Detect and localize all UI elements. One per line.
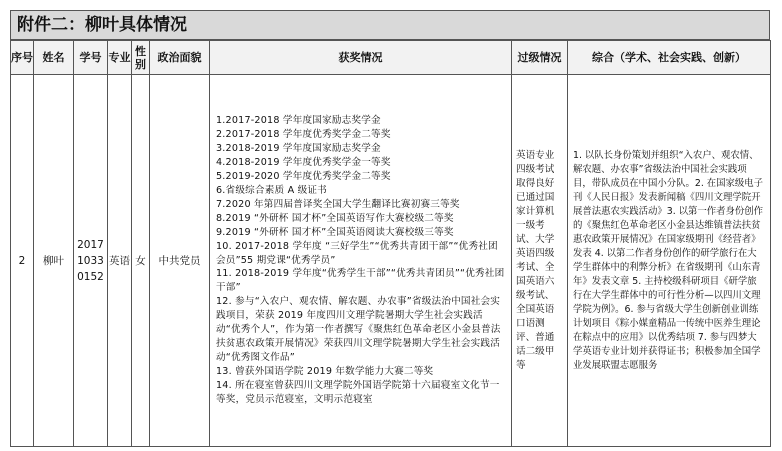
award-item: 13. 曾获外国语学院 2019 年数学能力大赛二等奖 xyxy=(216,365,434,377)
award-item: 3.2018-2019 学年度国家励志奖学金 xyxy=(216,143,381,155)
award-item: 1.2017-2018 学年度国家励志奖学金 xyxy=(216,115,381,127)
award-item: 5.2019-2020 学年度优秀奖学金二等奖 xyxy=(216,171,391,183)
award-item: 2.2017-2018 学年度优秀奖学金二等奖 xyxy=(216,129,391,141)
award-item: 8.2019 “外研杯 国才杯”全国英语写作大赛校级二等奖 xyxy=(216,212,454,224)
award-item: 7.2020 年第四届普译奖全国大学生翻译比赛初赛三等奖 xyxy=(216,198,460,210)
header-major: 专业 xyxy=(108,41,132,75)
award-item: 10. 2017-2018 学年度 “三好学生”“优秀共青团干部”“优秀社团会员”55 期党课“优秀学员” xyxy=(216,240,498,266)
cell-name: 柳叶 xyxy=(34,75,74,447)
award-item: 4.2018-2019 学年度优秀奖学金一等奖 xyxy=(216,157,391,169)
cell-certificates: 英语专业四级考试取得良好 已通过国家计算机一级考试、大学英语四级考试、全国英语六级考试、全国英语口语测评、普通话二级甲等 xyxy=(512,75,568,447)
cell-political: 中共党员 xyxy=(150,75,210,447)
table-row xyxy=(11,75,771,447)
award-item: 9.2019 “外研杯 国才杯”全国英语阅读大赛校级三等奖 xyxy=(216,226,454,238)
document-title: 附件二：柳叶具体情况 xyxy=(10,10,770,40)
header-student-id: 学号 xyxy=(74,41,108,75)
header-awards: 获奖情况 xyxy=(210,41,512,75)
cell-major: 英语 xyxy=(108,75,132,447)
cell-student-id: 20171033 0152 xyxy=(74,75,108,447)
cell-awards xyxy=(210,75,512,447)
header-name: 姓名 xyxy=(34,41,74,75)
table-header-row xyxy=(11,41,771,75)
header-gender: 性别 xyxy=(132,41,150,75)
cell-overall: 1. 以队长身份策划并组织“入农户、观农情、解农题、办农事”省级法治中国社会实践项目，带队成员在中国小分队。2. 在国家级电子刊《人民日报》发表新闻稿《四川文理学院开展普法惠农实践活动》3. 以第一作者身份创作的《聚焦红色革命老区小金县达维镇普法扶贫惠农政策开展情况》在国家级期刊《经营者》发表 4. 以第二作者身份创作的研学旅行在大学生群体中的利弊分析》在省级期刊《山东青年》发表文章 5. 主持校级科研项目《研学旅行在大学生群体中的可行性分析—以四川文理学院为例》。6. 参与省级大学生创新创业训练计划项目《粽小媒童精品一传统中医养生理论在粽点中的应用》以优秀结项 7. 参与四梦大学英语专业计划并获得证书；积极参加全国学业发展联盟志愿服务 xyxy=(568,75,771,447)
cell-gender: 女 xyxy=(132,75,150,447)
student-info-table xyxy=(10,40,771,447)
header-seq: 序号 xyxy=(11,41,34,75)
header-certificates: 过级情况 xyxy=(512,41,568,75)
cell-seq: 2 xyxy=(11,75,34,447)
header-political: 政治面貌 xyxy=(150,41,210,75)
award-item: 12. 参与“入农户、观农情、解农题、办农事”省级法治中国社会实践项目，荣获 2019 年度四川文理学院暑期大学生社会实践活动“优秀个人”，作为第一作者撰写《聚焦红色革命老区小金县普法扶贫惠农政策开展情况》荣获四川文理学院暑期大学生社会实践活动“优秀图文作品” xyxy=(216,296,501,363)
header-overall: 综合（学术、社会实践、创新） xyxy=(568,41,771,75)
award-item: 11. 2018-2019 学年度“优秀学生干部”“优秀共青团员”“优秀社团干部” xyxy=(216,268,505,294)
award-item: 14. 所在寝室曾获四川文理学院外国语学院第十六届寝室文化节一等奖，党员示范寝室，文明示范寝室 xyxy=(216,379,500,405)
award-item: 6.省级综合素质 A 级证书 xyxy=(216,185,327,197)
